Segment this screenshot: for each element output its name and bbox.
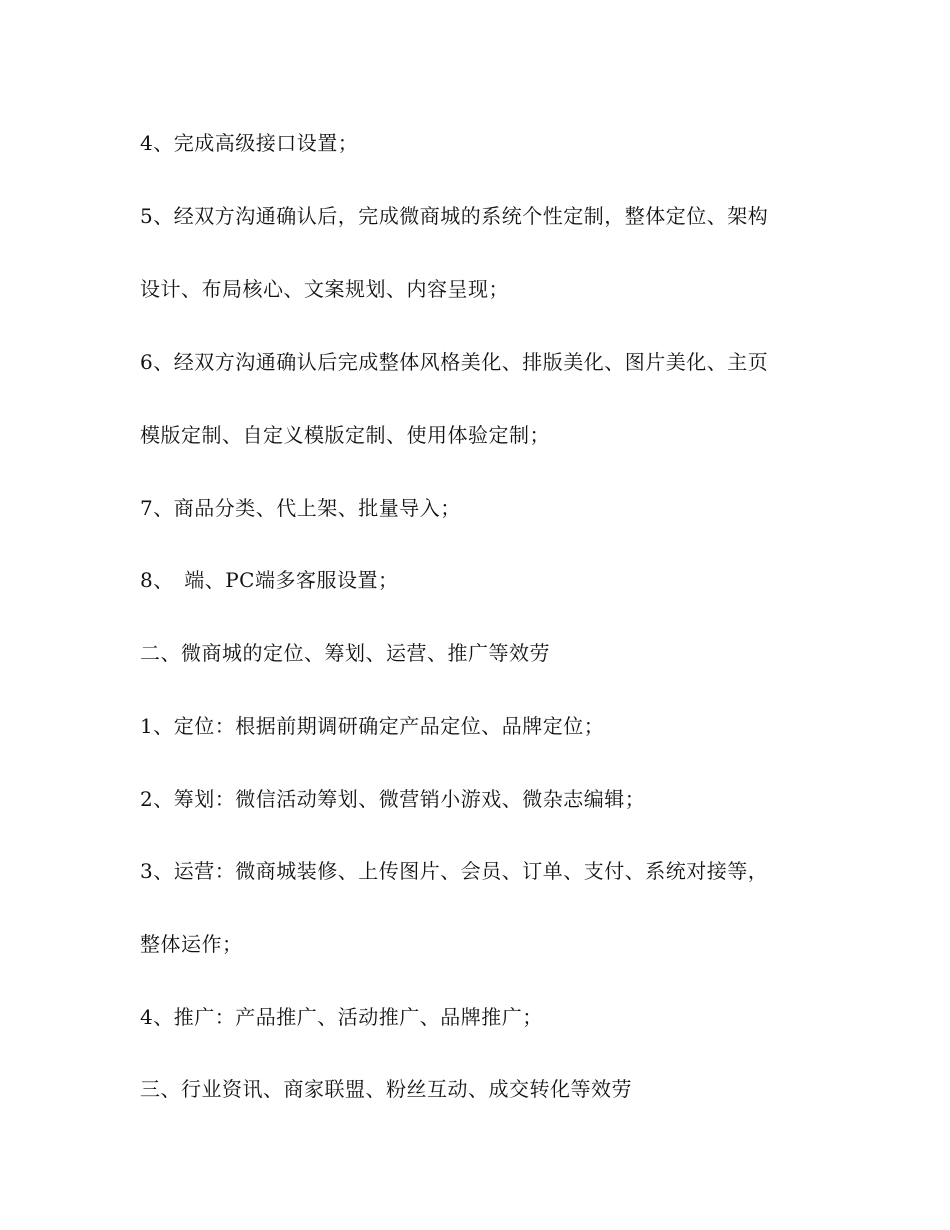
list-item-1-positioning: 1、定位：根据前期调研确定产品定位、品牌定位； <box>140 714 605 738</box>
list-item-4-interface-setup: 4、完成高级接口设置； <box>140 131 359 155</box>
section-heading-2: 二、微商城的定位、筹划、运营、推广等效劳 <box>140 641 550 665</box>
list-item-7-products: 7、商品分类、代上架、批量导入； <box>140 496 461 520</box>
list-item-5-continuation: 设计、布局核心、文案规划、内容呈现； <box>140 277 509 301</box>
list-item-5-customization: 5、经双方沟通确认后，完成微商城的系统个性定制，整体定位、架构 <box>140 204 769 228</box>
list-item-6-continuation: 模版定制、自定义模版定制、使用体验定制； <box>140 423 550 447</box>
list-item-3-continuation: 整体运作； <box>140 932 243 956</box>
section-heading-3: 三、行业资讯、商家联盟、粉丝互动、成交转化等效劳 <box>140 1077 632 1101</box>
list-item-3-operations: 3、运营：微商城装修、上传图片、会员、订单、支付、系统对接等， <box>140 859 769 883</box>
list-item-8-customer-service: 8、 端、PC端多客服设置； <box>140 568 399 592</box>
list-item-2-planning: 2、筹划：微信活动筹划、微营销小游戏、微杂志编辑； <box>140 787 646 811</box>
list-item-4-promotion: 4、推广：产品推广、活动推广、品牌推广； <box>140 1005 543 1029</box>
list-item-6-styling: 6、经双方沟通确认后完成整体风格美化、排版美化、图片美化、主页 <box>140 350 769 374</box>
